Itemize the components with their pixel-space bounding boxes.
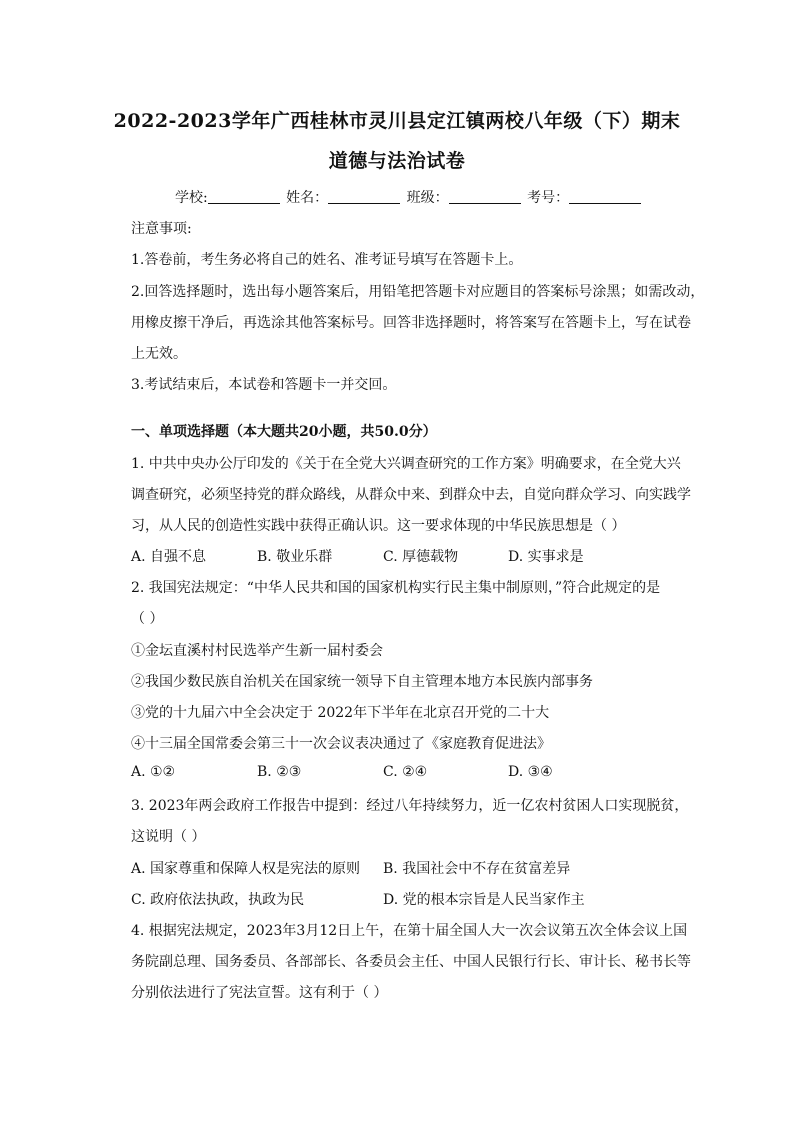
option-b[interactable]: B. 我国社会中不存在贫富差异 <box>383 861 571 877</box>
question-line: 3. 2023年两会政府工作报告中提到：经过八年持续努力，近一亿农村贫困人口实现脱贫， <box>131 798 689 814</box>
question-line: 习，从人民的创造性实践中获得正确认识。这一要求体现的中华民族思想是（ ） <box>131 518 626 534</box>
option-c[interactable]: C. ②④ <box>383 764 428 780</box>
option-c[interactable]: C. 政府依法执政，执政为民 <box>131 892 305 908</box>
option-b[interactable]: B. 敬业乐群 <box>257 549 333 565</box>
exam-title-line1: 2022-2023学年广西桂林市灵川县定江镇两校八年级（下）期末 <box>113 110 681 132</box>
option-d[interactable]: D. 实事求是 <box>508 549 584 565</box>
name-label: 姓名： <box>286 190 329 206</box>
exam-number-blank[interactable] <box>569 189 641 204</box>
question-line: 调查研究，必须坚持党的群众路线，从群众中来、到群众中去，自觉向群众学习、向实践学 <box>131 487 691 503</box>
option-d[interactable]: D. 党的根本宗旨是人民当家作主 <box>383 892 585 908</box>
notice-item: 2.回答选择题时，选出每小题答案后，用铅笔把答题卡对应题目的答案标号涂黑；如需改动， <box>131 284 705 300</box>
question-line: 1. 中共中央办公厅印发的《关于在全党大兴调查研究的工作方案》明确要求，在全党大兴 <box>131 456 681 472</box>
notice-item: 3.考试结束后，本试卷和答题卡一并交回。 <box>131 377 397 393</box>
school-blank[interactable] <box>208 189 280 204</box>
options-row <box>131 858 711 878</box>
options-row <box>131 889 711 909</box>
question-line: 2. 我国宪法规定：“中华人民共和国的国家机构实行民主集中制原则，”符合此规定的是 <box>131 580 661 596</box>
option-b[interactable]: B. ②③ <box>257 764 302 780</box>
notice-item: 用橡皮擦干净后，再选涂其他答案标号。回答非选择题时，将答案写在答题卡上，写在试卷 <box>131 315 691 331</box>
question-line: （ ） <box>131 611 164 627</box>
class-label: 班级： <box>406 190 449 206</box>
class-blank[interactable] <box>449 189 521 204</box>
notice-item: 1.答卷前，考生务必将自己的姓名、准考证号填写在答题卡上。 <box>131 252 523 268</box>
option-c[interactable]: C. 厚德载物 <box>383 549 459 565</box>
exam-title-line2: 道德与法治试卷 <box>328 150 466 172</box>
options-row <box>131 764 711 784</box>
option-d[interactable]: D. ③④ <box>508 764 553 780</box>
notice-item: 上无效。 <box>131 346 187 362</box>
question-line: 分别依法进行了宪法宣誓。这有利于（ ） <box>131 985 388 1001</box>
option-a[interactable]: A. 自强不息 <box>131 549 207 565</box>
section-heading: 一、单项选择题（本大题共20小题，共50.0分） <box>131 424 437 440</box>
school-label: 学校: <box>175 190 208 206</box>
question-statement: ③党的十九届六中全会决定于 2022年下半年在北京召开党的二十大 <box>131 705 550 721</box>
exam-number-label: 考号： <box>527 190 570 206</box>
question-line: 这说明（ ） <box>131 829 206 845</box>
notice-heading: 注意事项: <box>131 221 192 237</box>
student-info-row <box>175 187 675 207</box>
options-row <box>131 546 711 566</box>
question-line: 务院副总理、国务委员、各部部长、各委员会主任、中国人民银行行长、审计长、秘书长等 <box>131 954 691 970</box>
option-a[interactable]: A. 国家尊重和保障人权是宪法的原则 <box>131 861 361 877</box>
name-blank[interactable] <box>328 189 400 204</box>
question-statement: ①金坛直溪村村民选举产生新一届村委会 <box>131 643 383 659</box>
question-statement: ④十三届全国常委会第三十一次会议表决通过了《家庭教育促进法》 <box>131 736 551 752</box>
question-statement: ②我国少数民族自治机关在国家统一领导下自主管理本地方本民族内部事务 <box>131 674 593 690</box>
question-line: 4. 根据宪法规定，2023年3月12日上午，在第十届全国人大一次会议第五次全体会议上国 <box>131 923 688 939</box>
option-a[interactable]: A. ①② <box>131 764 176 780</box>
